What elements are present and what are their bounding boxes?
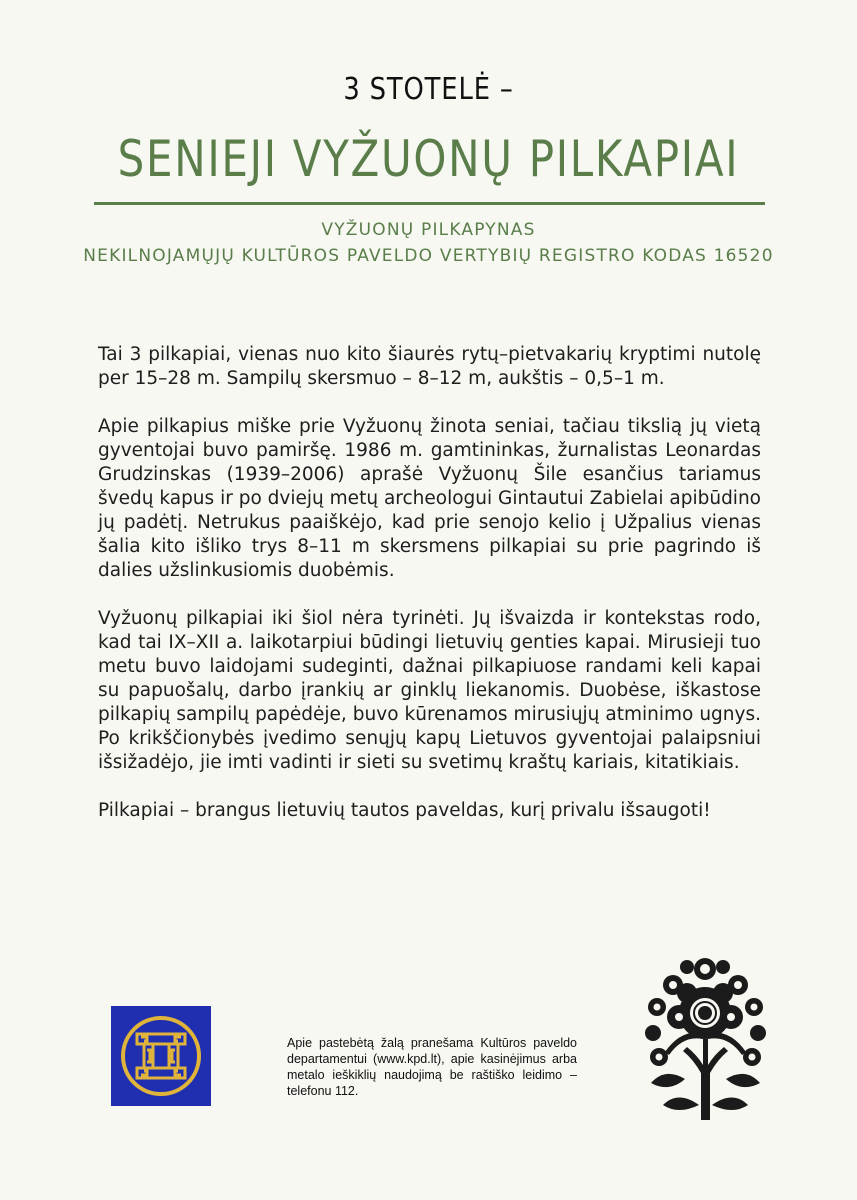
stop-number-heading: 3 STOTELĖ – bbox=[343, 72, 514, 107]
damage-report-notice: Apie pastebėtą žalą pranešama Kultūros paveldo departamentui (www.kpd.lt), apie kasinėjimus arba metalo ieškiklių naudojimą be raštiško leidimo – telefonu 112. bbox=[287, 1036, 577, 1098]
kpd-heritage-logo-icon bbox=[111, 1006, 211, 1106]
paragraph-intro: Tai 3 pilkapiai, vienas nuo kito šiaurės rytų–pietvakarių kryptimi nutolę per 15–28 m. Sampilų skersmuo – 8–12 m, aukštis – 0,5–1 m. bbox=[98, 344, 761, 389]
body-text bbox=[98, 343, 761, 847]
page-title: SENIEJI VYŽUONŲ PILKAPIAI bbox=[117, 130, 740, 188]
subtitle-site-name: VYŽUONŲ PILKAPYNAS bbox=[321, 220, 536, 240]
paragraph-interpretation: Vyžuonų pilkapiai iki šiol nėra tyrinėti. Jų išvaizda ir kontekstas rodo, kad tai IX–XII a. laikotarpiui būdingi lietuvių genties kapai. Mirusieji tuo metu buvo laidojami sudeginti, dažnai pilkapiuose randami keli kapai su papuošalų, darbo įrankių ar ginklų liekanomis. Duobėse, iškastose pilkapių sampilų papėdėje, buvo kūrenamos mirusiųjų atminimo ugnys. Po krikščionybės įvedimo senųjų kapų Lietuvos gyventojai palaipsniui išsižadėjo, jie imti vadinti ir sieti su svetimų kraštų kariais, kitatikiais. bbox=[98, 608, 761, 773]
paragraph-history: Apie pilkapius miške prie Vyžuonų žinota seniai, tačiau tikslią jų vietą gyventojai buvo pamiršę. 1986 m. gamtininkas, žurnalistas Leonardas Grudzinskas (1939–2006) aprašė Vyžuonų Šile esančius tariamus švedų kapus ir po dviejų metų archeologui Gintautui Zabielai apibūdino jų padėtį. Netrukus paaiškėjo, kad prie senojo kelio į Užpalius vienas šalia kito išliko trys 8–11 m skersmens pilkapiai su prie pagrindo iš dalies užslinkusiomis duobėmis. bbox=[98, 416, 761, 581]
paragraph-appeal: Pilkapiai – brangus lietuvių tautos paveldas, kurį privalu išsaugoti! bbox=[98, 800, 711, 821]
title-divider bbox=[94, 202, 765, 205]
folk-papercut-tree-icon bbox=[643, 955, 768, 1120]
subtitle-registry-code: NEKILNOJAMŲJŲ KULTŪROS PAVELDO VERTYBIŲ REGISTRO KODAS 16520 bbox=[83, 246, 774, 266]
